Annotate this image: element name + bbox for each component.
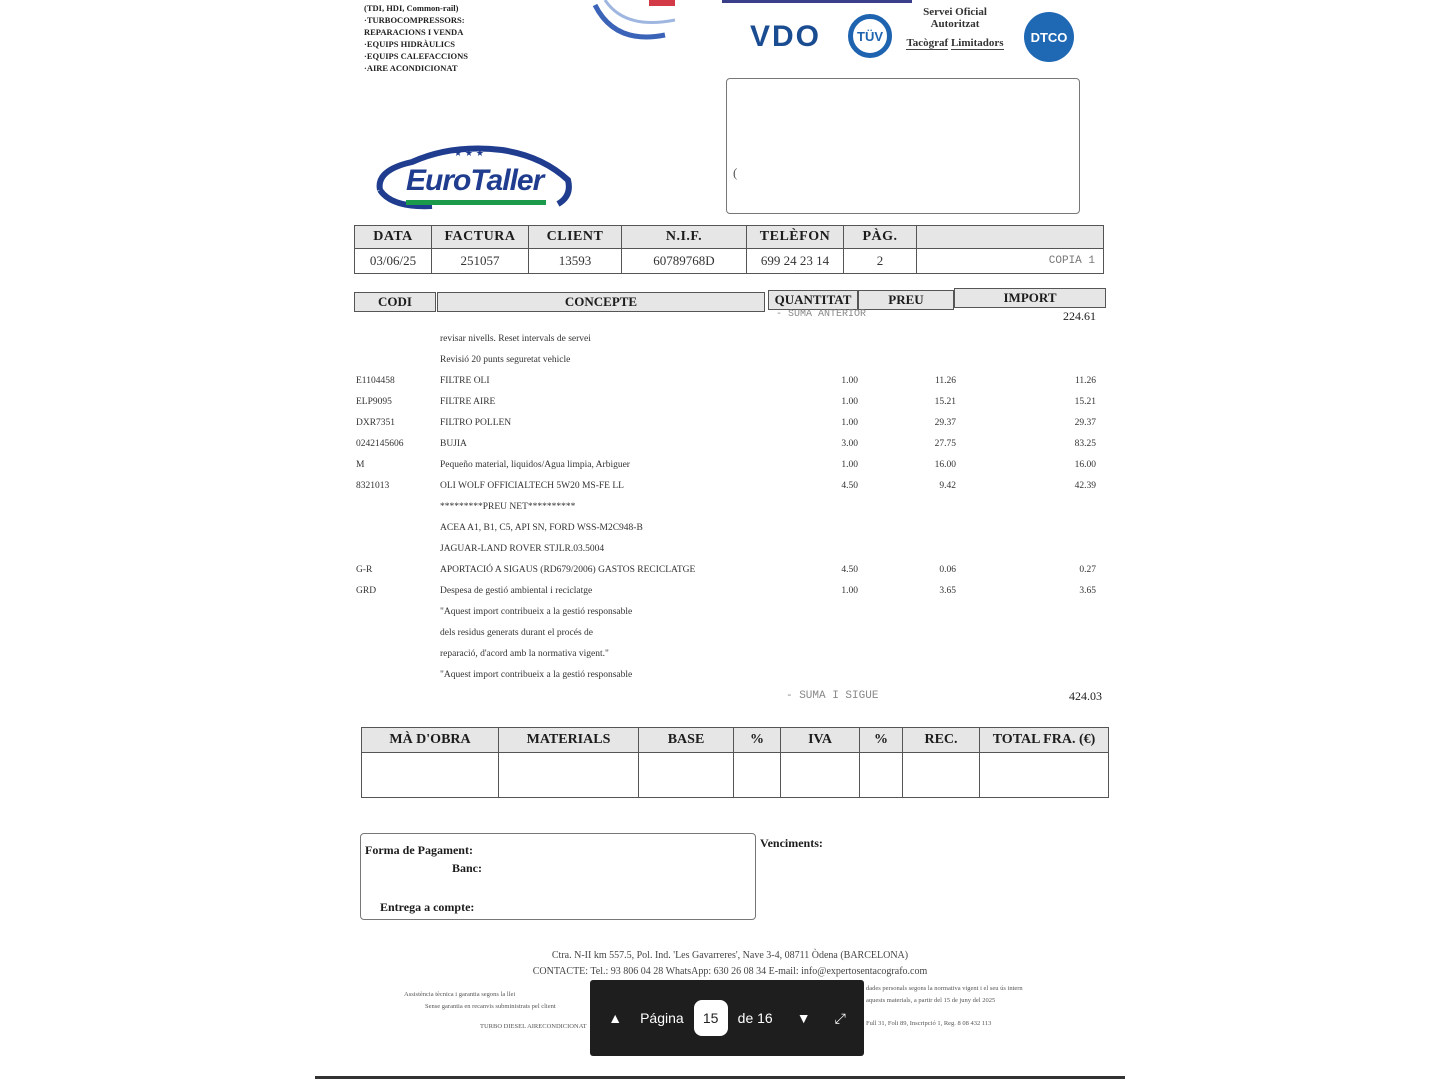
previous-page-button[interactable]: ▲ [608, 1010, 623, 1026]
totals-labour-label: MÀ D'OBRA [362, 728, 499, 753]
swirl-logo-icon [585, 0, 695, 48]
header-page-label: PÀG. [844, 226, 917, 249]
line-quantity: 1.00 [841, 460, 858, 470]
invoice-date: 03/06/25 [355, 249, 432, 274]
header-phone-label: TELÈFON [747, 226, 844, 249]
line-code: ELP9095 [356, 397, 392, 407]
totals-rec-value [903, 753, 980, 798]
line-concept: APORTACIÓ A SIGAUS (RD679/2006) GASTOS RECICLATGE [440, 565, 696, 575]
line-concept: *********PREU NET********** [440, 502, 576, 512]
table-row [354, 397, 1104, 418]
service-item: ·TURBOCOMPRESSORS: [364, 15, 465, 25]
due-dates-label: Venciments: [760, 836, 823, 850]
line-concept: OLI WOLF OFFICIALTECH 5W20 MS-FE LL [440, 481, 624, 491]
header-rule [722, 0, 912, 3]
line-concept: dels residus generats durant el procés de [440, 628, 594, 638]
table-row [354, 523, 1104, 544]
client-nif: 60789768D [622, 249, 747, 274]
line-concept: "Aquest import contribueix a la gestió responsable [440, 670, 633, 680]
line-quantity: 1.00 [841, 397, 858, 407]
line-price: 27.75 [934, 439, 956, 449]
line-code: DXR7351 [356, 418, 396, 428]
invoice-header-table [354, 225, 1104, 274]
totals-materials-label: MATERIALS [499, 728, 639, 753]
line-quantity: 1.00 [841, 418, 858, 428]
line-quantity: 4.50 [841, 481, 858, 491]
line-price: 9.42 [939, 481, 956, 491]
copy-label: COPIA 1 [917, 249, 1104, 274]
vdo-logo: VDO [750, 20, 822, 53]
table-row [354, 544, 1104, 565]
services-list [364, 2, 564, 74]
line-code: 0242145606 [356, 439, 404, 449]
header-nif-label: N.I.F. [622, 226, 747, 249]
totals-vat-pct-label: % [860, 728, 903, 753]
totals-labour-value [362, 753, 499, 798]
footer-fine-right-2: aquests materials, a partir del 15 de juny del 2025 [866, 997, 996, 1004]
line-quantity: 4.50 [841, 565, 858, 575]
totals-base-value [639, 753, 734, 798]
header-invoice-label: FACTURA [432, 226, 529, 249]
service-item: (TDI, HDI, Common-rail) [364, 3, 459, 13]
line-amount: 15.21 [1074, 397, 1096, 407]
line-amount: 3.65 [1079, 586, 1096, 596]
footer-fine-right-1: dades personals segons la normativa vigent i el seu ús intern [866, 985, 1023, 992]
totals-base-pct-label: % [734, 728, 781, 753]
page-number-input[interactable]: 15 [694, 1000, 728, 1036]
totals-table [361, 727, 1109, 798]
page-label: Página [640, 1010, 684, 1026]
totals-total-label: TOTAL FRA. (€) [980, 728, 1109, 753]
line-amount: 16.00 [1074, 460, 1096, 470]
line-concept: FILTRO POLLEN [440, 418, 512, 428]
header-blank [917, 226, 1104, 249]
line-quantity: 1.00 [841, 376, 858, 386]
invoice-lines [354, 334, 1104, 691]
totals-total-value [980, 753, 1109, 798]
page-number: 2 [844, 249, 917, 274]
table-row [354, 649, 1104, 670]
service-item: REPARACIONS I VENDA [364, 27, 464, 37]
table-row [354, 670, 1104, 691]
table-row [354, 481, 1104, 502]
line-amount: 42.39 [1074, 481, 1096, 491]
line-price: 0.06 [939, 565, 956, 575]
line-code: 8321013 [356, 481, 390, 491]
line-price: 15.21 [934, 397, 956, 407]
col-codi: CODI [354, 292, 436, 312]
col-import: IMPORT [954, 288, 1106, 308]
footer-fine-right-3: Full 31, Foli 89, Inscripció 1, Reg. 8 08 432 113 [866, 1020, 992, 1027]
line-concept: Pequeño material, liquidos/Agua limpia, Arbiguer [440, 460, 630, 470]
line-concept: Despesa de gestió ambiental i reciclatge [440, 586, 593, 596]
table-row [354, 418, 1104, 439]
official-service-label: Servei Oficial Autoritzat Tacògraf Limitadors [906, 6, 1004, 49]
footer-fine-left-2: Sense garantia en recanvis subministrats pel client [425, 1003, 556, 1010]
col-preu: PREU [858, 290, 954, 310]
page-bottom-edge [315, 1076, 1125, 1079]
carry-forward-label: - SUMA ANTERIOR [776, 309, 867, 320]
line-concept: revisar nivells. Reset intervals de servei [440, 334, 591, 344]
line-concept: FILTRE AIRE [440, 397, 496, 407]
service-item: ·EQUIPS HIDRÀULICS [364, 39, 455, 49]
footer-contact: CONTACTE: Tel.: 93 806 04 28 WhatsApp: 630 26 08 34 E-mail: info@expertosentacografo.com [532, 966, 928, 977]
line-concept: ACEA A1, B1, C5, API SN, FORD WSS-M2C948-B [440, 523, 643, 533]
table-row [354, 334, 1104, 355]
table-row [354, 439, 1104, 460]
line-amount: 0.27 [1079, 565, 1096, 575]
subtotal-label: - SUMA I SIGUE [786, 690, 879, 702]
next-page-button[interactable]: ▼ [796, 1010, 811, 1026]
svg-text:★ ★ ★: ★ ★ ★ [454, 149, 484, 159]
line-concept: FILTRE OLI [440, 376, 490, 386]
service-item: ·EQUIPS CALEFACCIONS [364, 51, 468, 61]
tuv-logo: TÜV [848, 14, 892, 58]
address-box-mark: ( [733, 165, 738, 180]
line-price: 3.65 [939, 586, 956, 596]
line-concept: "Aquest import contribueix a la gestió responsable [440, 607, 633, 617]
bank-label: Banc: [452, 861, 482, 875]
line-price: 11.26 [934, 376, 956, 386]
line-amount: 29.37 [1074, 418, 1096, 428]
address-box [726, 78, 1080, 214]
line-quantity: 3.00 [841, 439, 858, 449]
payment-box [360, 833, 756, 920]
totals-base-pct-value [734, 753, 781, 798]
line-concept: BUJIA [440, 439, 467, 449]
col-quantitat: QUANTITAT [768, 290, 858, 310]
totals-vat-pct-value [860, 753, 903, 798]
line-price: 16.00 [934, 460, 956, 470]
service-item: ·AIRE ACONDICIONAT [364, 63, 458, 73]
totals-base-label: BASE [639, 728, 734, 753]
table-row [354, 376, 1104, 397]
table-row [354, 502, 1104, 523]
line-concept: reparació, d'acord amb la normativa vigent." [440, 649, 609, 659]
line-price: 29.37 [934, 418, 956, 428]
line-quantity: 1.00 [841, 586, 858, 596]
fullscreen-icon[interactable]: ⤢ [834, 1009, 846, 1026]
table-row [354, 586, 1104, 607]
line-amount: 83.25 [1074, 439, 1096, 449]
deposit-label: Entrega a compte: [380, 900, 475, 914]
footer-address: Ctra. N-II km 557.5, Pol. Ind. 'Les Gavarreres', Nave 3-4, 08711 Òdena (BARCELONA) [551, 950, 909, 961]
eurotaller-logo [372, 140, 576, 212]
col-concepte: CONCEPTE [437, 292, 765, 312]
line-code: G-R [356, 565, 373, 575]
totals-vat-value [781, 753, 860, 798]
client-number: 13593 [529, 249, 622, 274]
line-code: GRD [356, 586, 377, 596]
line-amount: 11.26 [1074, 376, 1096, 386]
subtotal-value: 424.03 [1069, 689, 1102, 703]
table-row [354, 607, 1104, 628]
table-row [354, 628, 1104, 649]
totals-vat-label: IVA [781, 728, 860, 753]
table-row [354, 565, 1104, 586]
payment-method-label: Forma de Pagament: [365, 843, 473, 857]
footer-fine-left-1: Assistència tècnica i garantia segons la llei [404, 991, 516, 998]
footer-fine-left-3: TURBO DIESEL AIRECONDICIONAT [480, 1023, 587, 1030]
client-phone: 699 24 23 14 [747, 249, 844, 274]
invoice-number: 251057 [432, 249, 529, 274]
line-concept: JAGUAR-LAND ROVER STJLR.03.5004 [440, 544, 605, 554]
pdf-page-toolbar [590, 980, 864, 1056]
dtco-logo: DTCO [1024, 12, 1074, 62]
table-row [354, 355, 1104, 376]
line-code: E1104458 [356, 376, 395, 386]
header-date-label: DATA [355, 226, 432, 249]
line-concept: Revisió 20 punts seguretat vehicle [440, 355, 571, 365]
carry-forward-value: 224.61 [1063, 309, 1096, 323]
page-total-label: de 16 [737, 1010, 773, 1026]
header-client-label: CLIENT [529, 226, 622, 249]
totals-rec-label: REC. [903, 728, 980, 753]
line-code: M [356, 460, 365, 470]
totals-materials-value [499, 753, 639, 798]
logo-text: EuroTaller [406, 164, 544, 197]
table-row [354, 460, 1104, 481]
